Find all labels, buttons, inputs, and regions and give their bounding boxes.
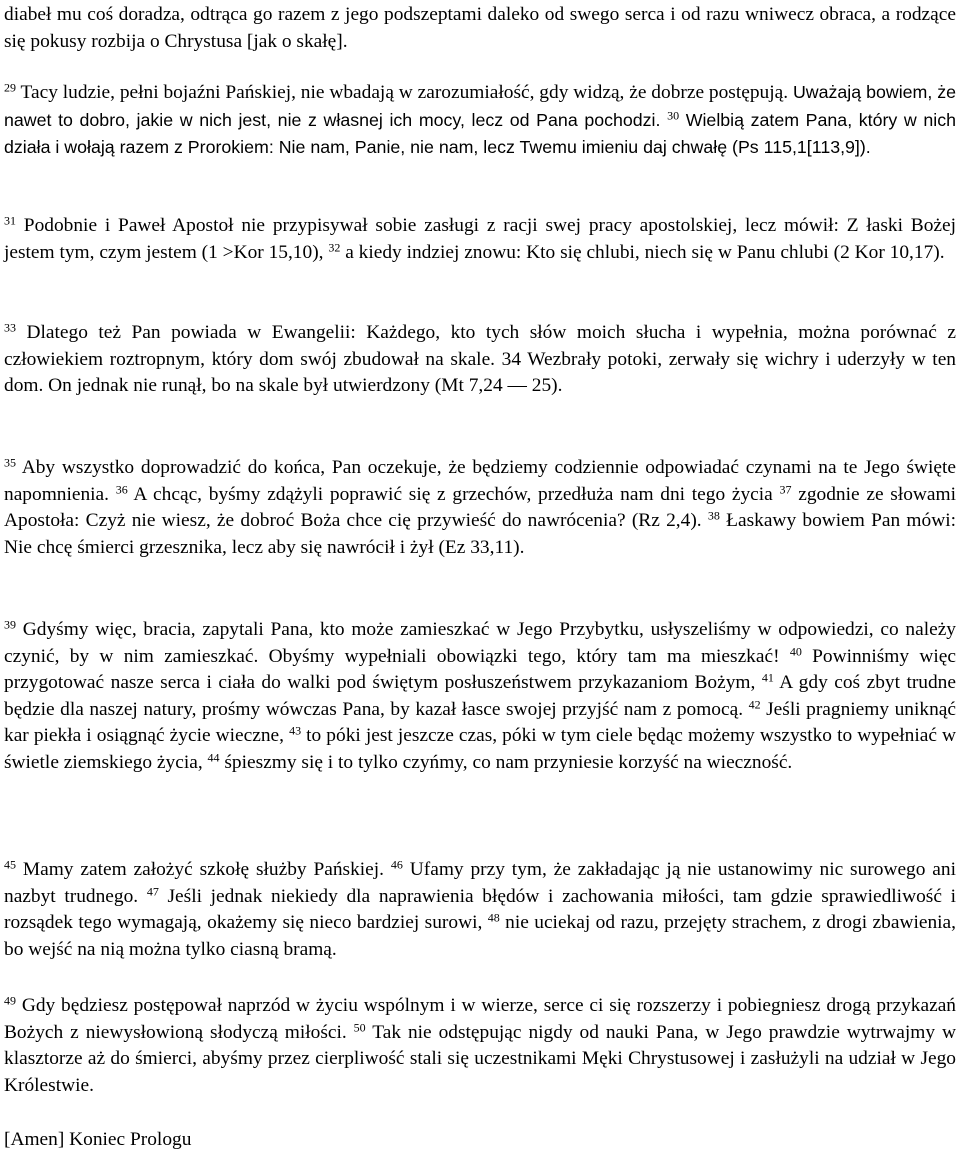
paragraph-7: [4, 857, 956, 963]
paragraph-5: [4, 455, 956, 561]
verse-number: 33: [4, 320, 16, 335]
text-run: diabeł mu coś doradza, odtrąca go razem z jego podszeptami daleko od swego serca i od razu wniwecz obraca, a rodzące się pokusy rozbija o Chrystusa [jak o skałę].: [4, 4, 956, 52]
verse-number: 43: [289, 723, 302, 738]
paragraph-6: [4, 617, 956, 777]
verse-number: 45: [4, 857, 16, 872]
verse-number: 38: [707, 508, 720, 523]
text-run: Uważają bowiem, że nawet to dobro, jakie w nich jest, nie z własnej ich mocy, lecz od Pana pochodzi.: [4, 82, 957, 130]
text-run: śpieszmy się i to tylko czyńmy, co nam przyniesie korzyść na wieczność.: [219, 751, 793, 773]
verse-number: 50: [353, 1020, 366, 1034]
verse-number: 30: [667, 108, 680, 122]
verse-number: 40: [789, 644, 802, 658]
verse-number: 46: [390, 857, 403, 872]
paragraph-1: [4, 2, 956, 55]
text-run: Wielbią zatem Pana, który w nich działa i wołają razem z Prorokiem: Nie nam, Panie, nie nam, lecz Twemu imieniu daj chwałę (Ps 115,1[113,9]).: [4, 109, 956, 158]
text-run: Gdyśmy więc, bracia, zapytali Pana, kto może zamieszkać w Jego Przybytku, usłyszeliśmy w odpowiedzi, co należy czynić, by w nim zamieszkać. Obyśmy wypełniali obowiązki tego, który tam ma mieszkać!: [4, 619, 956, 667]
text-run: Ufamy przy tym, że zakładając ją nie ustanowimy nic surowego ani nazbyt trudnego.: [4, 859, 957, 907]
text-run: Aby wszystko doprowadzić do końca, Pan oczekuje, że będziemy codziennie odpowiadać czynami na te Jego święte napomnienia.: [4, 457, 956, 505]
paragraph-4: [4, 320, 956, 400]
text-run: Mamy zatem założyć szkołę służby Pańskiej.: [16, 859, 391, 880]
verse-number: 35: [4, 455, 16, 470]
text-run: Jeśli jednak niekiedy dla naprawienia błędów i zachowania miłości, tam gdzie sprawiedliwość i rozsądek tego wymagają, okażemy się nieco bardziej surowi,: [4, 885, 956, 934]
verse-number: 39: [4, 617, 16, 632]
text-run: to póki jest jeszcze czas, póki w tym ciele będąc możemy wszystko to wypełniać w świetle ziemskiego życia,: [4, 725, 956, 773]
paragraph-8: [4, 993, 956, 1099]
closing-line: [4, 1127, 956, 1154]
text-run: [Amen] Koniec Prologu: [4, 1129, 192, 1150]
text-run: Łaskawy bowiem Pan mówi: Nie chcę śmierci grzesznika, lecz aby się nawrócił i żył (Ez 33,11).: [4, 510, 956, 558]
verse-number: 31: [4, 213, 16, 228]
text-run: Tacy ludzie, pełni bojaźni Pańskiej, nie wbadają w zarozumiałość, gdy widzą, że dobrze postępują.: [16, 82, 793, 103]
verse-number: 49: [4, 993, 16, 1008]
verse-number: 44: [207, 750, 220, 765]
text-run: Tak nie odstępując nigdy od nauki Pana, w Jego prawdzie wytrwajmy w klasztorze aż do śmierci, abyśmy przez cierpliwość stali się uczestnikami Męki Chrystusowej i zasłużyli na udział w Jego Królestwie.: [4, 1021, 956, 1096]
text-run: zgodnie ze słowami Apostoła: Czyż nie wiesz, że dobroć Boża chce cię przywieść do nawrócenia? (Rz 2,4).: [4, 483, 956, 532]
paragraph-3: [4, 213, 956, 266]
verse-number: 32: [328, 240, 341, 254]
text-run: a kiedy indziej znowu: Kto się chlubi, niech się w Panu chlubi (2 Kor 10,17).: [340, 241, 945, 263]
paragraph-2: [4, 79, 956, 162]
text-run: A gdy coś zbyt trudne będzie dla naszej natury, prośmy wówczas Pana, by kazał łasce swojej przyjść nam z pomocą.: [4, 672, 956, 720]
text-run: Dlatego też Pan powiada w Ewangelii: Każdego, kto tych słów moich słucha i wypełnia, można porównać z człowiekiem roztropnym, który dom swój zbudował na skale. 34 Wezbrały potoki, zerwały się wichry i uderzyły w ten dom. On jednak nie runął, bo na skale był utwierdzony (Mt 7,24 — 25).: [4, 322, 956, 397]
verse-number: 41: [761, 670, 774, 685]
verse-number: 36: [115, 482, 128, 496]
verse-number: 29: [4, 80, 16, 95]
verse-number: 48: [487, 910, 500, 925]
text-run: nie uciekaj od razu, przejęty strachem, z drogi zbawienia, bo wejść na nią można tylko ciasną bramą.: [4, 912, 956, 960]
verse-number: 47: [146, 884, 159, 898]
text-run: Jeśli pragniemy uniknąć kar piekła i osiągnąć życie wieczne,: [4, 698, 956, 747]
text-run: Powinniśmy więc przygotować nasze serca i ciała do walki pod świętym posłuszeństwem przykazaniom Bożym,: [4, 645, 956, 694]
text-run: A chcąc, byśmy zdążyli poprawić się z grzechów, przedłuża nam dni tego życia: [127, 483, 780, 505]
text-run: Podobnie i Paweł Apostoł nie przypisywał sobie zasługi z racji swej pracy apostolskiej, lecz mówił: Z łaski Bożej jestem tym, czym jestem (1 >Kor 15,10),: [4, 215, 956, 263]
verse-number: 37: [779, 482, 792, 496]
text-run: Gdy będziesz postępował naprzód w życiu wspólnym i w wierze, serce ci się rozszerzy i pobiegniesz drogą przykazań Bożych z niewysłowioną słodyczą miłości.: [4, 995, 956, 1043]
verse-number: 42: [748, 697, 761, 712]
